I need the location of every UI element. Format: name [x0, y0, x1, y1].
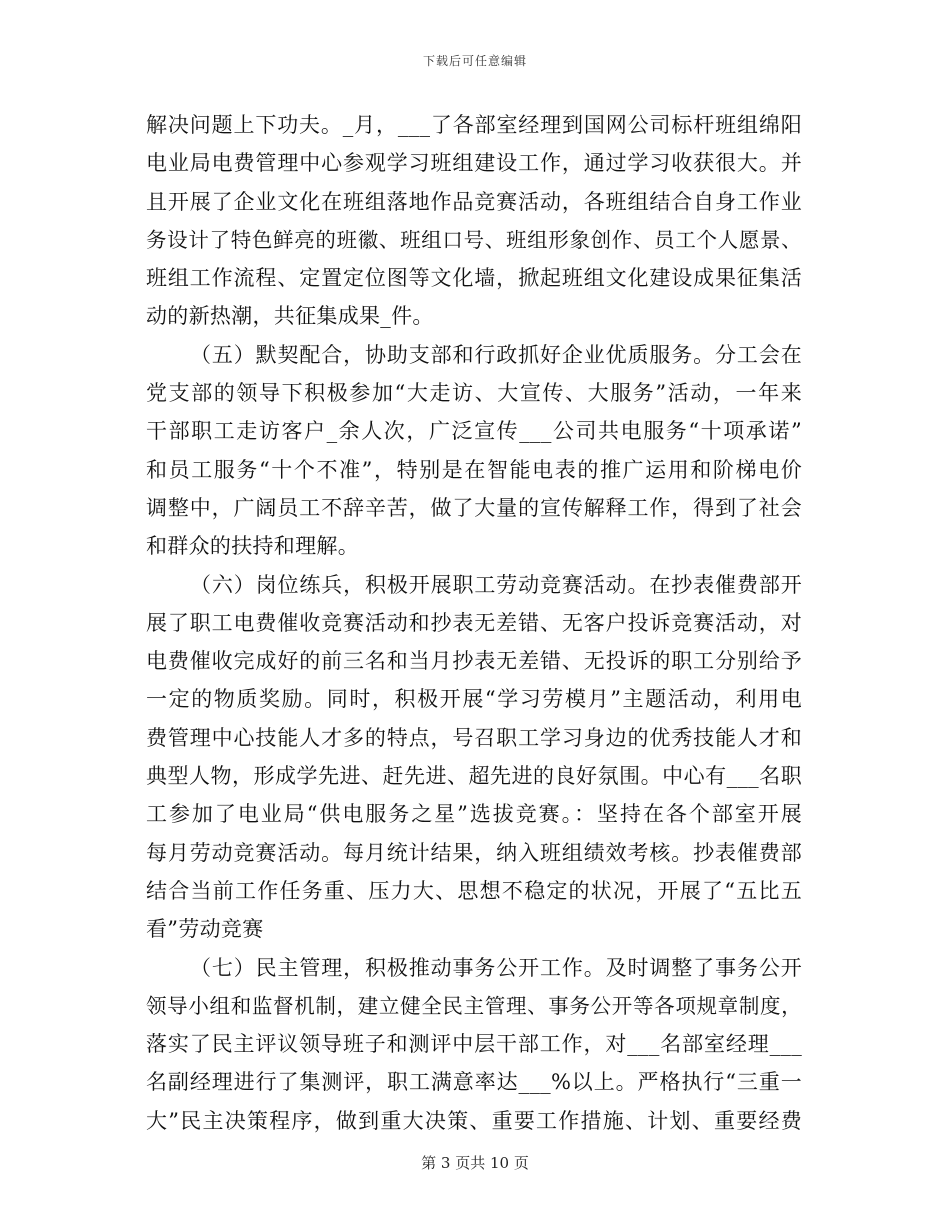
- paragraph-first-line: （五）默契配合，协助支部和行政抓好企业优质服务。分工会在: [190, 342, 802, 367]
- text-line: 落实了民主评议领导班子和测评中层干部工作，对___名部室经理___: [146, 1032, 802, 1057]
- paragraph-first-line: （七）民主管理，积极推动事务公开工作。及时调整了事务公开: [190, 955, 802, 980]
- text-line: 费管理中心技能人才多的特点，号召职工学习身边的优秀技能人才和: [146, 725, 802, 750]
- text-line: 展了职工电费催收竞赛活动和抄表无差错、无客户投诉竞赛活动，对: [146, 610, 802, 635]
- text-line: 解决问题上下功夫。_月，___了各部室经理到国网公司标杆班组绵阳: [146, 113, 802, 137]
- text-line: 看”劳动竞赛: [146, 917, 264, 942]
- text-line: 党支部的领导下积极参加“大走访、大宣传、大服务”活动，一年来: [146, 381, 803, 406]
- text-line: 大”民主决策程序，做到重大决策、重要工作措施、计划、重要经费: [146, 1108, 802, 1133]
- text-line: 干部职工走访客户_余人次，广泛宣传___公司共电服务“十项承诺”: [146, 419, 802, 444]
- paragraph-first-line: （六）岗位练兵，积极开展职工劳动竞赛活动。在抄表催费部开: [190, 572, 802, 597]
- page-header-note: 下载后可任意编辑: [422, 54, 527, 68]
- text-line: 和员工服务“十个不准”，特别是在智能电表的推广运用和阶梯电价: [146, 457, 802, 482]
- text-line: 每月劳动竞赛活动。每月统计结果，纳入班组绩效考核。抄表催费部: [146, 840, 802, 865]
- text-line: 务设计了特色鲜亮的班徽、班组口号、班组形象创作、员工个人愿景、: [146, 227, 802, 252]
- text-line: 名副经理进行了集测评，职工满意率达___%以上。严格执行“三重一: [146, 1070, 802, 1095]
- text-line: 和群众的扶持和理解。: [146, 534, 359, 559]
- text-line: 动的新热潮，共征集成果_件。: [146, 304, 434, 329]
- document-body: [146, 106, 802, 1140]
- text-line: 结合当前工作任务重、压力大、思想不稳定的状况，开展了“五比五: [146, 878, 802, 903]
- text-line: 调整中，广阔员工不辞辛苦，做了大量的宣传解释工作，得到了社会: [146, 495, 802, 520]
- text-line: 班组工作流程、定置定位图等文化墙，掀起班组文化建设成果征集活: [146, 266, 802, 291]
- text-line: 领导小组和监督机制，建立健全民主管理、事务公开等各项规章制度，: [146, 993, 802, 1018]
- text-line: 电费催收完成好的前三名和当月抄表无差错、无投诉的职工分别给予: [146, 649, 802, 674]
- text-line: 一定的物质奖励。同时，积极开展“学习劳模月”主题活动，利用电: [146, 687, 802, 712]
- text-line: 典型人物，形成学先进、赶先进、超先进的良好氛围。中心有___名职: [146, 764, 802, 789]
- text-line: 工参加了电业局“供电服务之星”选拔竞赛。：坚持在各个部室开展: [146, 802, 802, 827]
- page-number: 第 3 页共 10 页: [421, 1154, 529, 1172]
- text-line: 且开展了企业文化在班组落地作品竞赛活动，各班组结合自身工作业: [146, 189, 802, 214]
- text-line: 电业局电费管理中心参观学习班组建设工作，通过学习收获很大。并: [146, 151, 802, 176]
